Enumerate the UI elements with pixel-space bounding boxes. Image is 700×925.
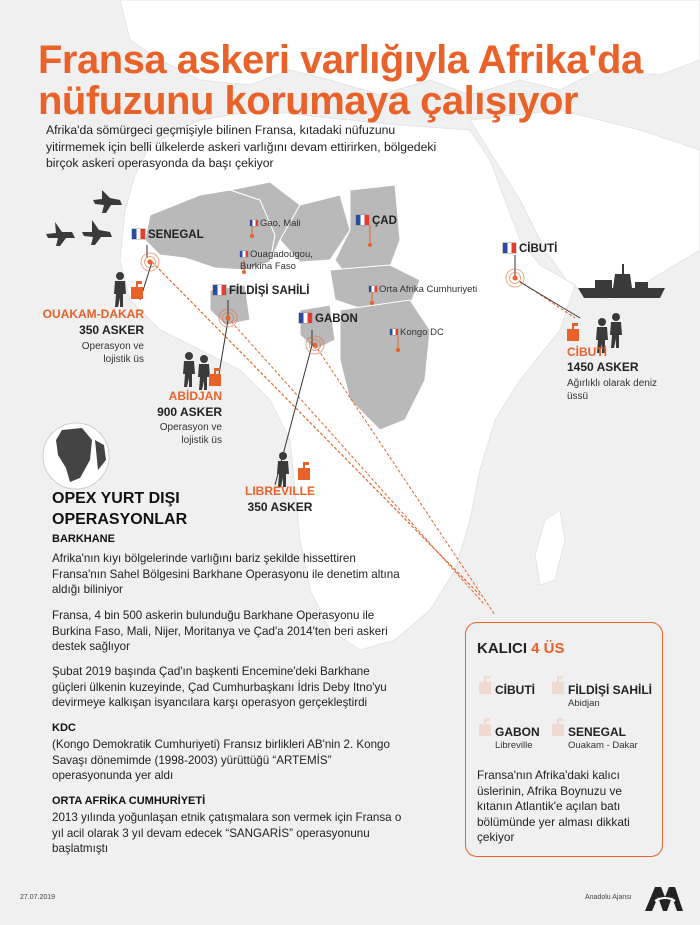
- page-title: Fransa askeri varlığıyla Afrika'da nüfuzunu korumaya çalışıyor: [38, 38, 643, 123]
- label-cibuti: CİBUTİ: [503, 243, 557, 255]
- oac-heading: ORTA AFRİKA CUMHURİYETİ: [52, 795, 206, 807]
- france-flag-icon: [390, 329, 398, 335]
- opex-heading: OPEX YURT DIŞI OPERASYONLAR: [52, 490, 188, 528]
- oac-paragraph: 2013 yılında yoğunlaşan etnik çatışmalara son vermek için Fransa o yıl acil olarak 3 yıl devam edecek “SANGARİS” operasyonunu başlatmıştı: [52, 811, 402, 855]
- label-kongo: Kongo DC: [390, 327, 444, 339]
- france-flag-icon: [213, 285, 226, 295]
- fighter-jets-icon: [46, 190, 122, 246]
- permanent-base-senegal-sub: Ouakam - Dakar: [568, 740, 638, 751]
- label-cad: ÇAD: [356, 215, 397, 227]
- permanent-base-cibuti: CİBUTİ: [495, 683, 535, 697]
- france-flag-icon: [369, 286, 377, 292]
- permanent-bases-title: KALICI 4 ÜS: [477, 640, 565, 657]
- label-mali: Gao, Mali: [250, 218, 301, 230]
- france-flag-icon: [356, 215, 369, 225]
- permanent-base-fildisi-sub: Abidjan: [568, 698, 600, 709]
- globe-icon: [43, 423, 109, 489]
- label-fildisi: FİLDİŞİ SAHİLİ: [213, 285, 310, 297]
- base-cibuti-name: CİBUTİ: [567, 345, 607, 359]
- permanent-bases-text: Fransa'nın Afrika'daki kalıcı üslerinin, Afrika Boynuzu ve kıtanın Atlantik'e açılan batı bölümünde yer alması dikkati çekiyor: [477, 768, 630, 844]
- page-subtitle: Afrika'da sömürgeci geçmişiyle bilinen Fransa, kıtadaki nüfuzunu yitirmemek için belli ülkelerde askeri varlığını devam ettirirken, bölgedeki birçok askeri operasyonda da başı çekiyor: [46, 123, 437, 170]
- label-burkina: Ouagadougou, Burkina Faso: [240, 249, 313, 272]
- france-flag-icon: [240, 251, 248, 257]
- france-flag-icon: [299, 313, 312, 323]
- base-abidjan-name: ABİDJAN: [168, 389, 222, 403]
- france-flag-icon: [503, 243, 516, 253]
- base-cibuti-count: 1450 ASKER: [567, 360, 639, 374]
- permanent-base-gabon-sub: Libreville: [495, 740, 533, 751]
- label-senegal: SENEGAL: [132, 229, 204, 241]
- barkhane-paragraph-1: Afrika'nın kıyı bölgelerinde varlığını bariz şekilde hissettiren Fransa'nın Sahel Bölgesini Barkhane Operasyonu ile denetim altına aldığı biliniyor: [52, 552, 400, 596]
- base-libreville-name: LIBREVILLE: [244, 484, 315, 498]
- base-dakar-note: Operasyon ve lojistik üs: [81, 341, 144, 365]
- barkhane-paragraph-3: Şubat 2019 başında Çad'ın başkenti Encemine'deki Barkhane güçleri ülkenin kuzeyinde, Çad Cumhurbaşkanı İdris Deby Itno'yu devirmeye kalkışan isyancılara karşı operasyon gerçekleştirdi: [52, 665, 387, 709]
- barkhane-heading: BARKHANE: [52, 533, 115, 545]
- barkhane-paragraph-2: Fransa, 4 bin 500 askerin bulunduğu Barkhane Operasyonu ile Burkina Faso, Mali, Nijer, Moritanya ve Çad'a 2014'ten beri askeri destek sağlıyor: [52, 609, 388, 653]
- base-dakar-name: OUAKAM-DAKAR: [42, 307, 144, 321]
- base-cibuti-note: Ağırlıklı olarak deniz üssü: [567, 378, 658, 402]
- anadolu-logo-icon: [643, 883, 683, 913]
- france-flag-icon: [250, 220, 258, 226]
- label-orta-afrika: Orta Afrika Cumhuriyeti: [369, 284, 477, 296]
- france-flag-icon: [132, 229, 145, 239]
- label-gabon: GABON: [299, 313, 358, 325]
- base-abidjan-note: Operasyon ve lojistik üs: [159, 422, 222, 446]
- permanent-base-fildisi: FİLDİŞİ SAHİLİ: [568, 683, 652, 697]
- base-abidjan-count: 900 ASKER: [157, 405, 222, 419]
- permanent-base-gabon: GABON: [495, 725, 540, 739]
- kdc-paragraph: (Kongo Demokratik Cumhuriyeti) Fransız birlikleri AB'nin 2. Kongo Savaşı dönemimde (1998-2003) yürüttüğü “ARTEMİS” operasyonunda yer aldı: [52, 738, 390, 782]
- kdc-heading: KDC: [52, 722, 76, 734]
- base-libreville-count: 350 ASKER: [247, 500, 313, 514]
- permanent-base-senegal: SENEGAL: [568, 725, 627, 739]
- base-dakar-count: 350 ASKER: [79, 323, 144, 337]
- footer-date: 27.07.2019: [20, 894, 56, 901]
- footer-brand: Anadolu Ajansı: [585, 894, 632, 901]
